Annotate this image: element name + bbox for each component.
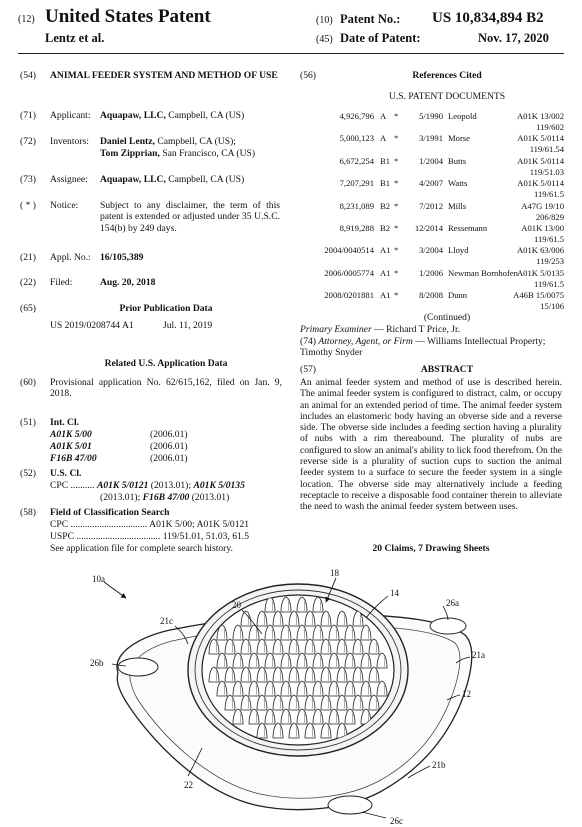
ref-class-continued: 119/61.5	[534, 189, 564, 200]
reference-row	[300, 268, 564, 279]
assignee-code: (73)	[20, 174, 36, 185]
prior-publication: US 2019/0208744 A1	[50, 320, 134, 331]
ref-class: A01K 5/0135	[516, 267, 564, 278]
uscl-code: (52)	[20, 468, 36, 479]
label-18: 18	[330, 568, 339, 578]
ref-class: A01K 5/0114	[517, 178, 564, 189]
ref-star: *	[394, 155, 399, 166]
attorney-name: — Williams Intellectual Property; Timothy Snyder	[300, 336, 546, 359]
ref-date: 8/2008	[419, 290, 443, 301]
notice-text: Subject to any disclaimer, the term of this patent is extended or adjusted under 35 U.S.C. 154(b) by 249 days.	[100, 200, 280, 234]
date-code: (45)	[316, 34, 333, 45]
field-note: See application file for complete search history.	[50, 543, 233, 554]
intcl-year-2: (2006.01)	[150, 441, 188, 452]
label-10a: 10a	[92, 574, 105, 584]
ref-class-continued: 119/253	[536, 256, 564, 267]
ref-name: Mills	[448, 200, 467, 211]
related-heading: Related U.S. Application Data	[104, 358, 228, 369]
notice-code: ( * )	[20, 200, 36, 211]
ref-star: *	[394, 245, 399, 256]
ref-date: 7/2012	[419, 200, 443, 211]
ref-class-continued: 15/106	[540, 301, 564, 312]
inventor-2	[100, 148, 255, 159]
ref-class: A01K 5/0114	[517, 133, 564, 144]
inventor-2-name: Tom Zipprian,	[100, 148, 160, 159]
intcl-class-3: F16B 47/00	[50, 453, 97, 464]
ref-number: 8,919,288	[339, 223, 374, 233]
ref-class: A01K 5/0114	[517, 155, 564, 166]
abstract-heading: ABSTRACT	[420, 364, 474, 375]
prior-code: (65)	[20, 303, 36, 314]
patent-no-code: (10)	[316, 15, 333, 26]
ref-number: 5,000,123	[339, 133, 374, 144]
reference-row	[300, 245, 564, 256]
ref-class-continued: 119/61.5	[534, 278, 564, 289]
inventors-label: Inventors:	[50, 136, 89, 147]
field-uspc: USPC ................................... 119/51.01, 51.03, 61.5	[50, 531, 249, 542]
inventor-1-name: Daniel Lentz,	[100, 136, 155, 147]
label-21b: 21b	[432, 760, 446, 770]
ref-class: A47G 19/10	[521, 200, 564, 211]
field-cpc: CPC ................................ A01K 5/00; A01K 5/0121	[50, 519, 250, 530]
intcl-year-1: (2006.01)	[150, 429, 188, 440]
lead-10a	[104, 582, 126, 598]
ref-date: 1/2006	[419, 267, 443, 278]
abstract-text: An animal feeder system and method of use is described herein. The animal feeder system is configured to distract, calm, or occupy an animal for an extended period of time. The animal feeder system includes an elastomeric body having an obverse side and a reverse side. The obverse side includes a feeding section having a plurality of nubs with a rim thereabound. The plurality of nubs are configured to slow an animal's ability to lick food therefrom. On the reverse side is a plurality of suction cups to suction the animal feeder system to a surface to secure the feeder system in a single location. The obverse side may alternatively include a feeding receptacle to receive a disposable food container therein to alleviate the need to wash the animal feeder system between uses.	[300, 377, 562, 513]
attorney-code: (74)	[300, 336, 316, 347]
ref-class: A46B 15/0075	[513, 290, 564, 301]
applicant-location: Campbell, CA (US)	[168, 110, 245, 121]
ref-class-continued: 206/829	[535, 211, 564, 222]
cpc-year-3: (2013.01)	[191, 492, 230, 503]
inventor-2-location: San Francisco, CA (US)	[162, 148, 256, 159]
ref-star: *	[394, 223, 399, 233]
ref-class-continued: 119/61.5	[534, 234, 564, 244]
provisional-text: Provisional application No. 62/615,162, filed on Jan. 9, 2018.	[50, 377, 282, 400]
applicant-code: (71)	[20, 110, 36, 121]
doc-type-title: United States Patent	[45, 6, 211, 27]
prior-pub-date: Jul. 11, 2019	[163, 320, 213, 331]
reference-row	[300, 133, 564, 144]
ref-number: 2008/0201881	[324, 290, 374, 301]
prior-heading: Prior Publication Data	[119, 303, 213, 314]
label-20: 20	[232, 600, 241, 610]
refs-heading: References Cited	[412, 70, 482, 81]
filed-label: Filed:	[50, 277, 73, 288]
applicant-label: Applicant:	[50, 110, 91, 121]
ref-name: Watts	[448, 178, 468, 189]
tab-26a	[430, 618, 466, 634]
reference-row	[300, 290, 564, 301]
ref-date: 3/1991	[419, 133, 443, 144]
examiner-label: Primary Examiner	[300, 324, 372, 335]
intcl-label: Int. Cl.	[50, 417, 80, 428]
intcl-year-3: (2006.01)	[150, 453, 188, 464]
ref-star: *	[394, 290, 399, 301]
ref-kind: A1	[380, 245, 391, 256]
cpc-line-1	[50, 480, 245, 491]
cpc-year-1: (2013.01);	[150, 480, 192, 491]
feeder-drawing	[0, 560, 582, 827]
ref-kind: A1	[380, 267, 391, 278]
assignee-name: Aquapaw, LLC,	[100, 174, 166, 185]
ref-name: Morse	[448, 133, 470, 144]
field-label: Field of Classification Search	[50, 507, 170, 518]
ref-class: A01K 13/002	[516, 111, 564, 121]
inventor-1	[100, 136, 236, 147]
ref-class-continued: 119/602	[536, 122, 564, 132]
ref-kind: A1	[380, 290, 391, 301]
ref-kind: A	[380, 133, 387, 144]
ref-kind: A	[380, 111, 387, 121]
ref-class: A01K 63/006	[516, 245, 564, 256]
label-26b: 26b	[90, 658, 104, 668]
label-26c: 26c	[390, 816, 403, 826]
ref-number: 7,207,291	[339, 178, 374, 189]
intcl-class-2: A01K 5/01	[50, 441, 92, 452]
cpc-class-2: A01K 5/0135	[193, 480, 245, 491]
ref-kind: B1	[380, 178, 391, 189]
inventor-1-location: Campbell, CA (US);	[157, 136, 236, 147]
attorney	[300, 336, 564, 359]
ref-number: 4,926,796	[339, 111, 374, 121]
ref-name: Lloyd	[448, 245, 469, 256]
cpc-line-2	[100, 492, 229, 503]
uscl-label: U.S. Cl.	[50, 468, 82, 479]
attorney-label: Attorney, Agent, or Firm	[318, 336, 413, 347]
assignee	[100, 174, 244, 185]
ref-date: 5/1990	[419, 111, 443, 121]
cpc-class-1: A01K 5/0121	[96, 480, 149, 491]
intcl-class-1: A01K 5/00	[50, 429, 92, 440]
appl-number: 16/105,389	[100, 252, 144, 263]
header-rule	[18, 53, 564, 54]
patent-date: Nov. 17, 2020	[478, 31, 549, 45]
primary-examiner	[300, 324, 460, 335]
label-26a: 26a	[446, 598, 459, 608]
patent-title: ANIMAL FEEDER SYSTEM AND METHOD OF USE	[50, 70, 278, 81]
assignee-location: Campbell, CA (US)	[168, 174, 245, 185]
ref-name: Butts	[448, 155, 467, 166]
reference-row	[300, 201, 564, 212]
reference-row	[300, 156, 564, 167]
ref-number: 6,672,254	[339, 155, 374, 166]
reference-row	[300, 223, 564, 234]
cpc-class-3: F16B 47/00	[142, 492, 190, 503]
ref-class: A01K 13/00	[521, 223, 564, 233]
applicant-name: Aquapaw, LLC,	[100, 110, 166, 121]
ref-date: 3/2004	[419, 245, 443, 256]
cpc-year-2: (2013.01);	[100, 492, 141, 503]
patent-no-label: Patent No.:	[340, 12, 401, 26]
label-21a: 21a	[472, 650, 485, 660]
ref-number: 8,231,089	[339, 200, 374, 211]
filed-code: (22)	[20, 277, 36, 288]
ref-star: *	[394, 178, 399, 189]
label-21c: 21c	[160, 616, 173, 626]
field-code: (58)	[20, 507, 36, 518]
intcl-code: (51)	[20, 417, 36, 428]
ref-date: 12/2014	[414, 223, 443, 233]
ref-number: 2004/0040514	[324, 245, 374, 256]
ref-star: *	[394, 133, 399, 144]
abstract-code: (57)	[300, 364, 316, 375]
reference-row	[300, 111, 564, 122]
appl-label: Appl. No.:	[50, 252, 91, 263]
refs-subheading: U.S. PATENT DOCUMENTS	[388, 91, 506, 102]
patent-number: US 10,834,894 B2	[432, 10, 544, 26]
notice-label: Notice:	[50, 200, 79, 211]
ref-name: Newman Bornhofen	[448, 267, 518, 278]
claims-summary: 20 Claims, 7 Drawing Sheets	[372, 543, 490, 554]
label-14: 14	[390, 588, 399, 598]
ref-star: *	[394, 111, 399, 121]
ref-date: 1/2004	[419, 155, 443, 166]
filed-date: Aug. 20, 2018	[100, 277, 156, 288]
title-code: (54)	[20, 70, 36, 81]
cpc-prefix: CPC ..........	[50, 480, 95, 491]
label-22: 22	[184, 780, 193, 790]
inventors-code: (72)	[20, 136, 36, 147]
refs-code: (56)	[300, 70, 316, 81]
ref-name: Dunn	[448, 290, 468, 301]
tab-26c	[328, 796, 372, 814]
ref-name: Ressemann	[448, 223, 488, 233]
doc-type-code: (12)	[18, 14, 35, 25]
ref-name: Leopold	[448, 111, 477, 121]
assignee-label: Assignee:	[50, 174, 88, 185]
appl-code: (21)	[20, 252, 36, 263]
tab-26b	[118, 658, 158, 676]
label-12: 12	[462, 689, 471, 699]
applicant	[100, 110, 244, 121]
ref-date: 4/2007	[419, 178, 443, 189]
ref-star: *	[394, 200, 399, 211]
authors: Lentz et al.	[45, 31, 105, 45]
refs-continued: (Continued)	[423, 312, 471, 323]
ref-kind: B2	[380, 200, 391, 211]
ref-kind: B2	[380, 223, 391, 233]
provisional-code: (60)	[20, 377, 36, 388]
lead-26c	[362, 812, 386, 818]
ref-number: 2006/0005774	[324, 267, 374, 278]
ref-class-continued: 119/51.03	[529, 166, 564, 177]
ref-class-continued: 119/61.54	[529, 144, 564, 155]
ref-star: *	[394, 267, 399, 278]
reference-row	[300, 178, 564, 189]
examiner-name: — Richard T Price, Jr.	[374, 324, 461, 335]
date-label: Date of Patent:	[340, 31, 421, 45]
ref-kind: B1	[380, 155, 391, 166]
